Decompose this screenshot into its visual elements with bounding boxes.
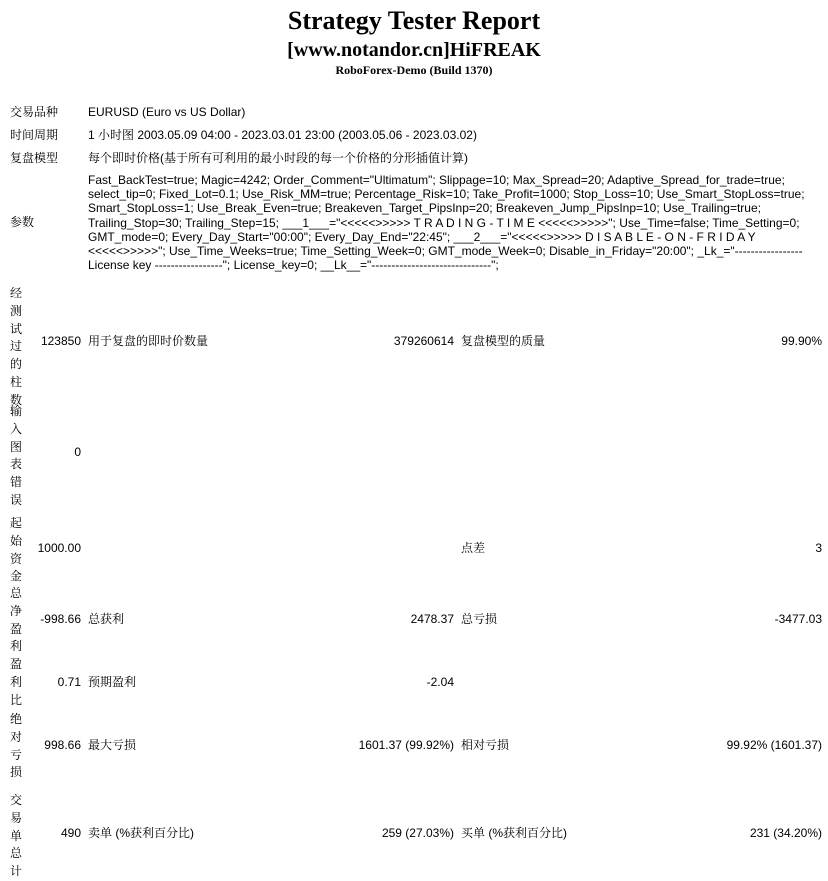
stat-value-3: 3 xyxy=(815,541,822,555)
stat-value-2: -2.04 xyxy=(426,675,454,689)
report-build: RoboForex-Demo (Build 1370) xyxy=(335,63,493,77)
stat-value-3: 99.92% (1601.37) xyxy=(726,738,822,752)
stat-value: 123850 xyxy=(40,334,81,348)
model-value: 每个即时价格(基于所有可利用的最小时段的每一个价格的分形插值计算) xyxy=(88,151,468,165)
stat-label-2: 卖单 (%获利百分比) xyxy=(88,826,194,840)
stat-label-3: 总亏损 xyxy=(461,612,498,626)
stat-value-3: -3477.03 xyxy=(774,612,822,626)
stat-value-2: 1601.37 (99.92%) xyxy=(358,738,454,752)
model-label: 复盘模型 xyxy=(10,151,59,165)
params-value: Fast_BackTest=true; Magic=4242; Order_Comment="Ultimatum"; Slippage=10; Max_Spread=20; Adaptive_Spread_for_trade=true; select_tip=0; Fixed_Lot=0.1; Use_Risk_MM=true; Percentage_Risk=10; Take_Profit=1000; Stop_Loss=10; Use_Smart_StopLoss=true; Smart_StopLoss=1; Use_Break_Even=true; Breakeven_Target_PipsInp=20; Breakeven_Jump_PipsInp=10; Use_Trailing=true; Trailing_Stop=30; Trailing_Step=15; ___1___="<<<<<>>>>> T R A D I N G - T I M E <<<<<>>>>>"; Use_Time=false; Time_Setting=0; GMT_mode=0; Every_Day_Start="00:00"; Every_Day_End="22:45"; ___2___="<<<<<>>>>> D I S A B L E - O N - F R I D A Y <<<<<>>>>>"; Use_Time_Weeks=true; Time_Setting_Week=0; GMT_mode_Week=0; Disable_in_Friday="20:00"; _Lk_="----------------- License key -----------------"; License_key=0; __Lk__="------------------------------"; xyxy=(88,173,805,273)
period-label: 时间周期 xyxy=(10,128,59,142)
symbol-value: EURUSD (Euro vs US Dollar) xyxy=(88,105,246,119)
period-value: 1 小时图 2003.05.09 04:00 - 2023.03.01 23:00 (2003.05.06 - 2023.03.02) xyxy=(88,128,477,142)
stat-value-3: 231 (34.20%) xyxy=(749,826,822,840)
stat-value: 1000.00 xyxy=(37,541,81,555)
stat-label-2: 总获利 xyxy=(88,612,125,626)
stat-label-3: 复盘模型的质量 xyxy=(461,334,546,348)
stat-value: -998.66 xyxy=(40,612,81,626)
stat-label: 绝对亏损 xyxy=(10,712,23,780)
stat-value: 0.71 xyxy=(57,675,81,689)
stat-label-2: 预期盈利 xyxy=(88,675,137,689)
stat-value-3: 99.90% xyxy=(781,334,822,348)
report-title: Strategy Tester Report xyxy=(287,6,541,35)
stat-value-2: 379260614 xyxy=(393,334,454,348)
stat-value-2: 2478.37 xyxy=(410,612,454,626)
stat-value: 0 xyxy=(74,445,81,459)
stat-value-2: 259 (27.03%) xyxy=(381,826,454,840)
params-label: 参数 xyxy=(10,215,35,229)
stat-label: 经测试过的柱数 xyxy=(10,286,23,407)
stat-label: 起始资金 xyxy=(10,516,23,584)
symbol-label: 交易品种 xyxy=(10,105,59,119)
stat-label: 输入图表错误 xyxy=(10,404,23,507)
stat-label-3: 相对亏损 xyxy=(461,738,510,752)
stat-label-3: 点差 xyxy=(461,541,486,555)
stat-label-2: 最大亏损 xyxy=(88,738,137,752)
stat-label: 总净盈利 xyxy=(10,586,23,654)
report-subtitle: [www.notandor.cn]HiFREAK xyxy=(287,39,541,61)
stat-label-3: 买单 (%获利百分比) xyxy=(461,826,567,840)
stat-value: 490 xyxy=(60,826,81,840)
stat-label-2: 用于复盘的即时价数量 xyxy=(88,334,209,348)
stat-value: 998.66 xyxy=(44,738,81,752)
stat-label: 交易单总计 xyxy=(10,793,23,879)
stat-label: 盈利比 xyxy=(10,657,23,707)
